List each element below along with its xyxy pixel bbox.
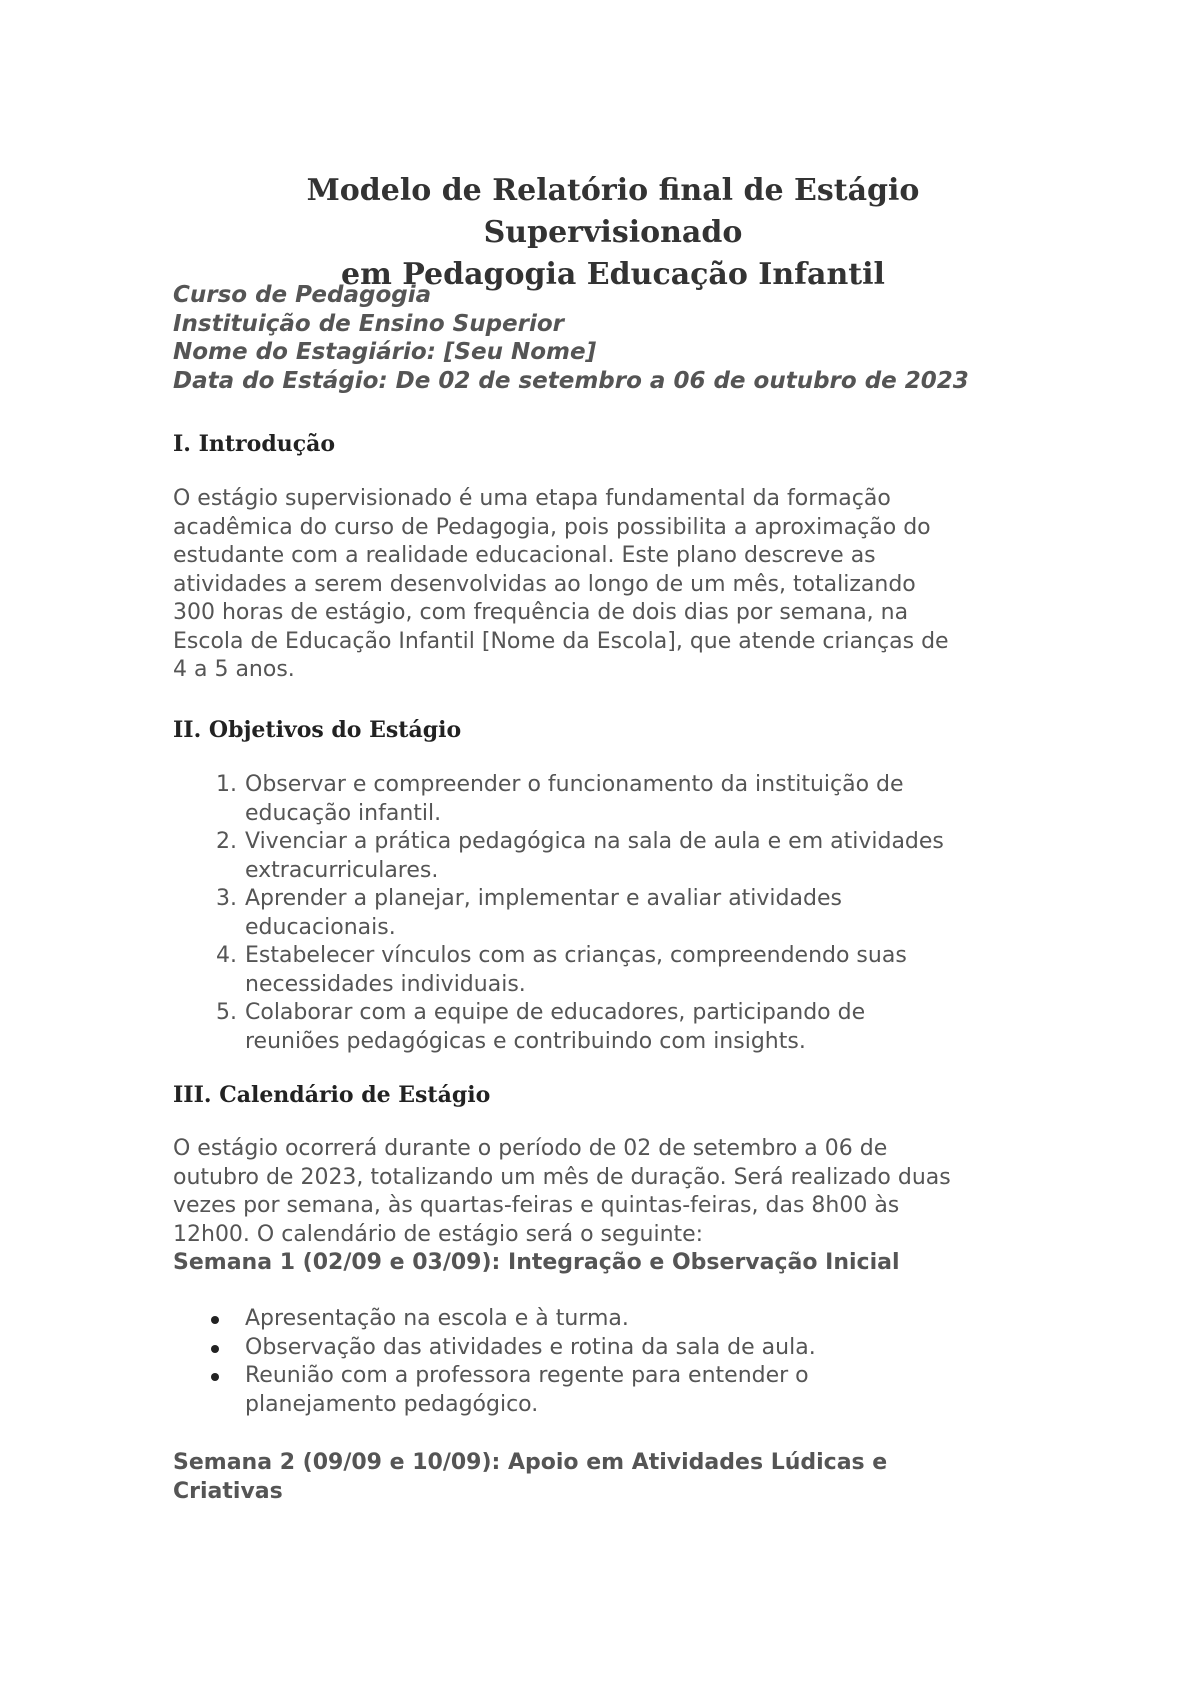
list-item-line: reuniões pedagógicas e contribuindo com insights. <box>245 1028 806 1054</box>
list-item-line: Colaborar com a equipe de educadores, participando de <box>245 1000 866 1025</box>
list-number: 4. <box>216 943 237 968</box>
list-item <box>173 771 1053 828</box>
week-1-title <box>173 1249 1053 1278</box>
week-title-line: Semana 2 (09/09 e 10/09): Apoio em Atividades Lúdicas e <box>173 1450 888 1475</box>
meta-course: Curso de Pedagogia <box>173 282 432 308</box>
list-item-line: Observar e compreender o funcionamento da instituição de <box>245 772 904 797</box>
introduction-paragraph <box>173 485 1053 685</box>
list-item <box>173 885 1053 942</box>
paragraph-line: atividades a serem desenvolvidas ao longo de um mês, totalizando <box>173 571 916 597</box>
paragraph-line: O estágio supervisionado é uma etapa fundamental da formação <box>173 486 891 511</box>
section-heading-introduction: I. Introdução <box>173 431 336 457</box>
paragraph-line: vezes por semana, às quartas-feiras e quintas-feiras, das 8h00 às <box>173 1193 900 1218</box>
paragraph-line: acadêmica do curso de Pedagogia, pois possibilita a aproximação do <box>173 514 931 540</box>
calendar-paragraph <box>173 1135 1053 1249</box>
paragraph-line: 12h00. O calendário de estágio será o seguinte: <box>173 1221 704 1247</box>
list-item <box>173 1362 1053 1419</box>
list-item <box>173 1334 1053 1363</box>
list-item <box>173 999 1053 1056</box>
title-line: Modelo de Relatório final de Estágio Supervisionado <box>306 173 920 250</box>
list-item-line: educação infantil. <box>245 800 442 826</box>
section-heading-objectives: II. Objetivos do Estágio <box>173 717 462 743</box>
paragraph-line: 4 a 5 anos. <box>173 657 295 682</box>
bullet-icon <box>211 1316 219 1324</box>
paragraph-line: outubro de 2023, totalizando um mês de duração. Será realizado duas <box>173 1164 951 1190</box>
list-item-line: educacionais. <box>245 914 396 940</box>
document-meta <box>173 281 969 395</box>
list-number: 2. <box>216 829 237 854</box>
list-item-line: Reunião com a professora regente para entender o <box>245 1363 809 1388</box>
paragraph-line: estudante com a realidade educacional. Este plano descreve as <box>173 543 876 568</box>
list-item-line: Estabelecer vínculos com as crianças, compreendendo suas <box>245 943 907 968</box>
list-number: 3. <box>216 886 237 911</box>
bullet-icon <box>211 1345 219 1353</box>
list-item-line: extracurriculares. <box>245 857 439 883</box>
week-title-line: Criativas <box>173 1478 283 1504</box>
list-item <box>173 828 1053 885</box>
list-number: 5. <box>216 1000 237 1025</box>
meta-intern-name: Nome do Estagiário: [Seu Nome] <box>173 339 597 365</box>
list-item-line: Aprender a planejar, implementar e avaliar atividades <box>245 886 842 911</box>
week-title-line: Semana 1 (02/09 e 03/09): Integração e Observação Inicial <box>173 1250 900 1275</box>
week-1-activities-list <box>173 1305 1053 1419</box>
list-item <box>173 1305 1053 1334</box>
paragraph-line: O estágio ocorrerá durante o período de 02 de setembro a 06 de <box>173 1136 888 1161</box>
list-item-line: necessidades individuais. <box>245 971 526 997</box>
paragraph-line: Escola de Educação Infantil [Nome da Escola], que atende crianças de <box>173 628 949 654</box>
meta-internship-date: Data do Estágio: De 02 de setembro a 06 de outubro de 2023 <box>173 367 969 394</box>
meta-institution: Instituição de Ensino Superior <box>173 310 564 337</box>
section-heading-calendar: III. Calendário de Estágio <box>173 1082 491 1108</box>
bullet-icon <box>211 1373 219 1381</box>
list-item-line: Observação das atividades e rotina da sala de aula. <box>245 1334 816 1360</box>
document-title <box>173 170 1053 296</box>
title-line: em Pedagogia Educação Infantil <box>341 257 885 292</box>
list-item <box>173 942 1053 999</box>
paragraph-line: 300 horas de estágio, com frequência de dois dias por semana, na <box>173 600 909 625</box>
list-number: 1. <box>216 772 237 797</box>
list-item-line: Vivenciar a prática pedagógica na sala de aula e em atividades <box>245 829 944 854</box>
week-2-title <box>173 1449 1053 1506</box>
list-item-line: planejamento pedagógico. <box>245 1391 539 1417</box>
list-item-line: Apresentação na escola e à turma. <box>245 1306 629 1331</box>
objectives-list <box>173 771 1053 1056</box>
